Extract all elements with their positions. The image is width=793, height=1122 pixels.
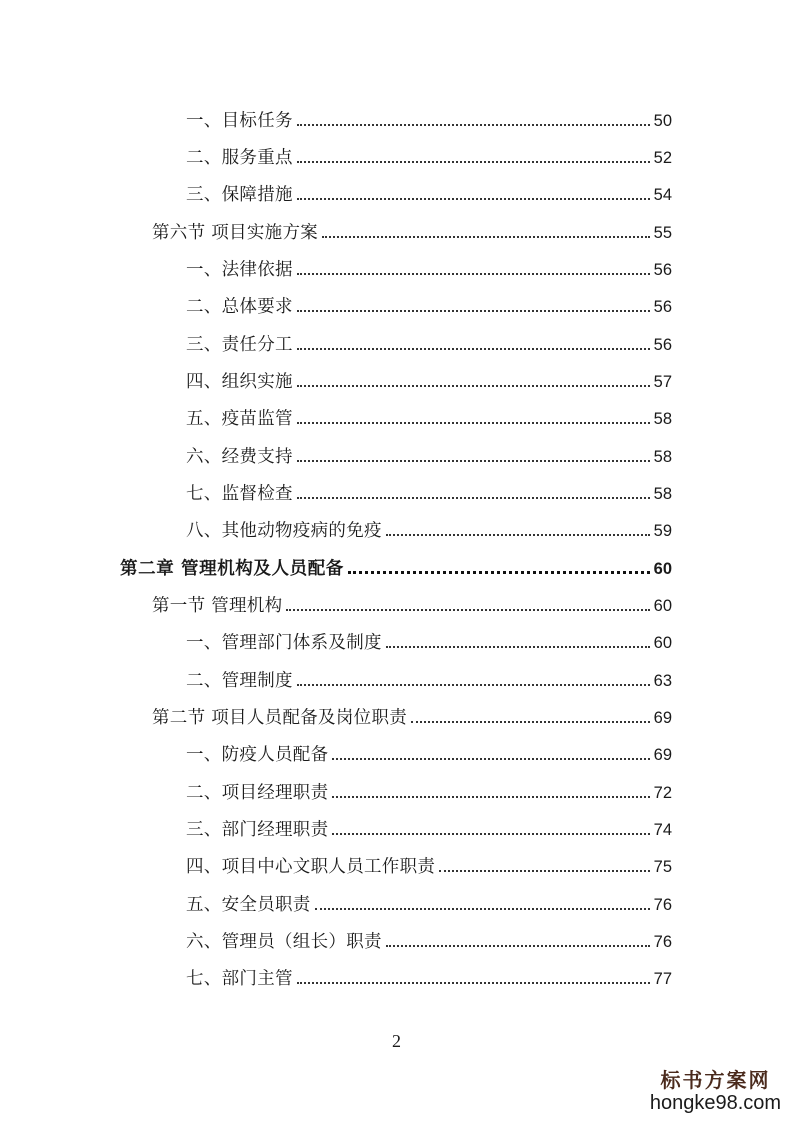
toc-entry-label: 第一节 管理机构 [152, 596, 283, 616]
toc-entry[interactable] [186, 850, 672, 878]
toc-entry-page: 56 [653, 336, 672, 354]
toc-entry-label: 二、管理制度 [186, 671, 293, 691]
toc-entry-page: 59 [653, 522, 672, 540]
toc-entry-label: 三、部门经理职责 [186, 820, 329, 840]
toc-entry-page: 60 [653, 560, 672, 578]
toc-entry[interactable] [186, 888, 672, 916]
toc-entry-page: 52 [653, 149, 672, 167]
toc-entry-label: 七、部门主管 [186, 969, 293, 989]
toc-entry[interactable] [186, 402, 672, 430]
toc-entry-page: 69 [653, 709, 672, 727]
toc-entry[interactable] [186, 813, 672, 841]
dot-leader [332, 833, 649, 835]
dot-leader [332, 796, 649, 798]
toc-entry[interactable] [186, 365, 672, 393]
toc-entry-label: 二、总体要求 [186, 297, 293, 317]
toc-entry-page: 74 [653, 821, 672, 839]
toc-entry-label: 一、法律依据 [186, 260, 293, 280]
watermark-url: hongke98.com [649, 1092, 782, 1114]
dot-leader [286, 609, 649, 611]
toc-entry-page: 63 [653, 672, 672, 690]
toc-entry-page: 76 [653, 933, 672, 951]
toc-entry[interactable] [186, 477, 672, 505]
site-watermark [648, 1068, 783, 1114]
toc-entry-label: 第二节 项目人员配备及岗位职责 [152, 708, 408, 728]
toc-entry-page: 77 [653, 970, 672, 988]
toc-entry-page: 60 [653, 634, 672, 652]
toc-entry-page: 54 [653, 186, 672, 204]
toc-entry-page: 56 [653, 261, 672, 279]
toc-entry-label: 一、管理部门体系及制度 [186, 633, 382, 653]
toc-entry[interactable] [186, 178, 672, 206]
toc-entry-page: 75 [653, 858, 672, 876]
toc-entry[interactable] [186, 738, 672, 766]
dot-leader [322, 236, 650, 238]
toc-entry-label: 六、经费支持 [186, 447, 293, 467]
dot-leader [386, 646, 650, 648]
toc-entry[interactable] [186, 664, 672, 692]
toc-entry-page: 58 [653, 448, 672, 466]
dot-leader [297, 124, 650, 126]
toc-entry-page: 58 [653, 485, 672, 503]
toc-entry-page: 56 [653, 298, 672, 316]
toc-entry-label: 二、服务重点 [186, 148, 293, 168]
dot-leader [439, 870, 649, 872]
dot-leader [386, 945, 650, 947]
toc-entry-page: 50 [653, 112, 672, 130]
dot-leader [297, 310, 650, 312]
toc-entry[interactable] [186, 141, 672, 169]
toc-entry-label: 一、防疫人员配备 [186, 745, 329, 765]
dot-leader [297, 198, 650, 200]
toc-entry-page: 58 [653, 410, 672, 428]
dot-leader [297, 982, 650, 984]
dot-leader [297, 273, 650, 275]
toc-entry[interactable] [186, 514, 672, 542]
toc-entry-page: 55 [653, 224, 672, 242]
dot-leader [386, 534, 650, 536]
toc-entry-page: 57 [653, 373, 672, 391]
toc-entry-page: 69 [653, 746, 672, 764]
dot-leader [297, 385, 650, 387]
toc-entry-label: 第二章 管理机构及人员配备 [120, 559, 344, 579]
toc-entry-label: 七、监督检查 [186, 484, 293, 504]
toc-entry-label: 三、保障措施 [186, 185, 293, 205]
toc-entry-label: 三、责任分工 [186, 335, 293, 355]
toc-entry[interactable] [186, 104, 672, 132]
toc-chapter-entry[interactable] [120, 552, 672, 580]
toc-entry-label: 四、项目中心文职人员工作职责 [186, 857, 436, 877]
toc-entry-label: 四、组织实施 [186, 372, 293, 392]
dot-leader [297, 684, 650, 686]
toc-entry[interactable] [186, 626, 672, 654]
dot-leader [297, 460, 650, 462]
page-number: 2 [392, 1031, 401, 1051]
toc-entry-page: 72 [653, 784, 672, 802]
dot-leader [348, 571, 650, 574]
toc-entry[interactable] [186, 253, 672, 281]
watermark-title: 标书方案网 [660, 1068, 771, 1092]
toc-section-entry[interactable] [152, 701, 672, 729]
dot-leader [297, 348, 650, 350]
toc-entry[interactable] [186, 776, 672, 804]
dot-leader [297, 161, 650, 163]
toc-section-entry[interactable] [152, 589, 672, 617]
toc-entry-label: 一、目标任务 [186, 111, 293, 131]
toc-entry-label: 第六节 项目实施方案 [152, 223, 319, 243]
toc-entry[interactable] [186, 290, 672, 318]
toc-section-entry[interactable] [152, 216, 672, 244]
toc-entry-page: 76 [653, 896, 672, 914]
toc-entry-page: 60 [653, 597, 672, 615]
dot-leader [332, 758, 649, 760]
toc-entry[interactable] [186, 925, 672, 953]
toc-entry-label: 五、疫苗监管 [186, 409, 293, 429]
toc-entry-label: 八、其他动物疫病的免疫 [186, 521, 382, 541]
dot-leader [411, 721, 650, 723]
toc-entry-label: 二、项目经理职责 [186, 783, 329, 803]
toc-entry-label: 五、安全员职责 [186, 895, 311, 915]
dot-leader [297, 497, 650, 499]
toc-entry[interactable] [186, 328, 672, 356]
dot-leader [315, 908, 650, 910]
toc-entry[interactable] [186, 440, 672, 468]
toc-entry[interactable] [186, 962, 672, 990]
dot-leader [297, 422, 650, 424]
toc-entry-label: 六、管理员（组长）职责 [186, 932, 382, 952]
